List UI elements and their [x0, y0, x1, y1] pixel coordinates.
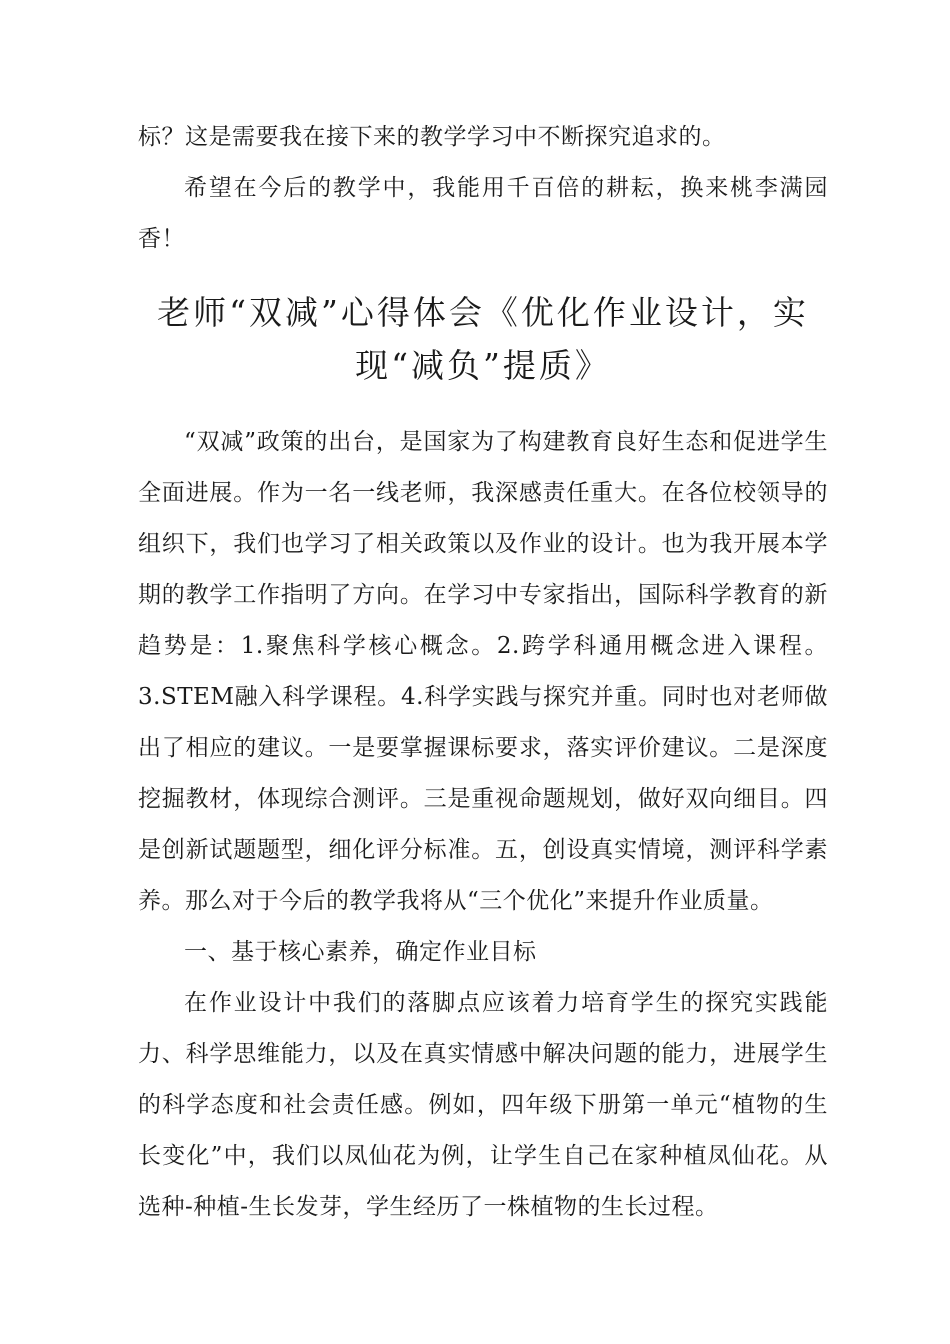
continuation-line: 标？这是需要我在接下来的教学学习中不断探究追求的。 [138, 124, 726, 150]
intro-paragraph: “双减”政策的出台，是国家为了构建教育良好生态和促进学生全面进展。作为一名一线老师，我深感责任重大。在各位校领导的组织下，我们也学习了相关政策以及作业的设计。也为我开展本学期的教学工作指明了方向。在学习中专家指出，国际科学教育的新趋势是：1.聚焦科学核心概念。2.跨学科通用概念进入课程。3.STEM融入科学课程。4.科学实践与探究并重。同时也对老师做出了相应的建议。一是要掌握课标要求，落实评价建议。二是深度挖掘教材，体现综合测评。三是重视命题规划，做好双向细目。四是创新试题题型，细化评分标准。五，创设真实情境，测评科学素养。那么对于今后的教学我将从“三个优化”来提升作业质量。 [138, 429, 828, 914]
article-title-line2: 现“减负”提质》 [355, 346, 611, 385]
article-title-line1: 老师“双减”心得体会《优化作业设计，实 [157, 293, 809, 332]
section1-paragraph: 在作业设计中我们的落脚点应该着力培育学生的探究实践能力、科学思维能力，以及在真实情感中解决问题的能力，进展学生的科学态度和社会责任感。例如，四年级下册第一单元“植物的生长变化”中，我们以凤仙花为例，让学生自己在家种植凤仙花。从选种-种植-生长发芽，学生经历了一株植物的生长过程。 [138, 990, 828, 1220]
wish-paragraph: 希望在今后的教学中，我能用千百倍的耕耘，换来桃李满园香！ [138, 175, 828, 252]
section1-heading: 一、基于核心素养，确定作业目标 [184, 939, 537, 965]
document-page [138, 112, 828, 1233]
article-title [138, 286, 828, 392]
